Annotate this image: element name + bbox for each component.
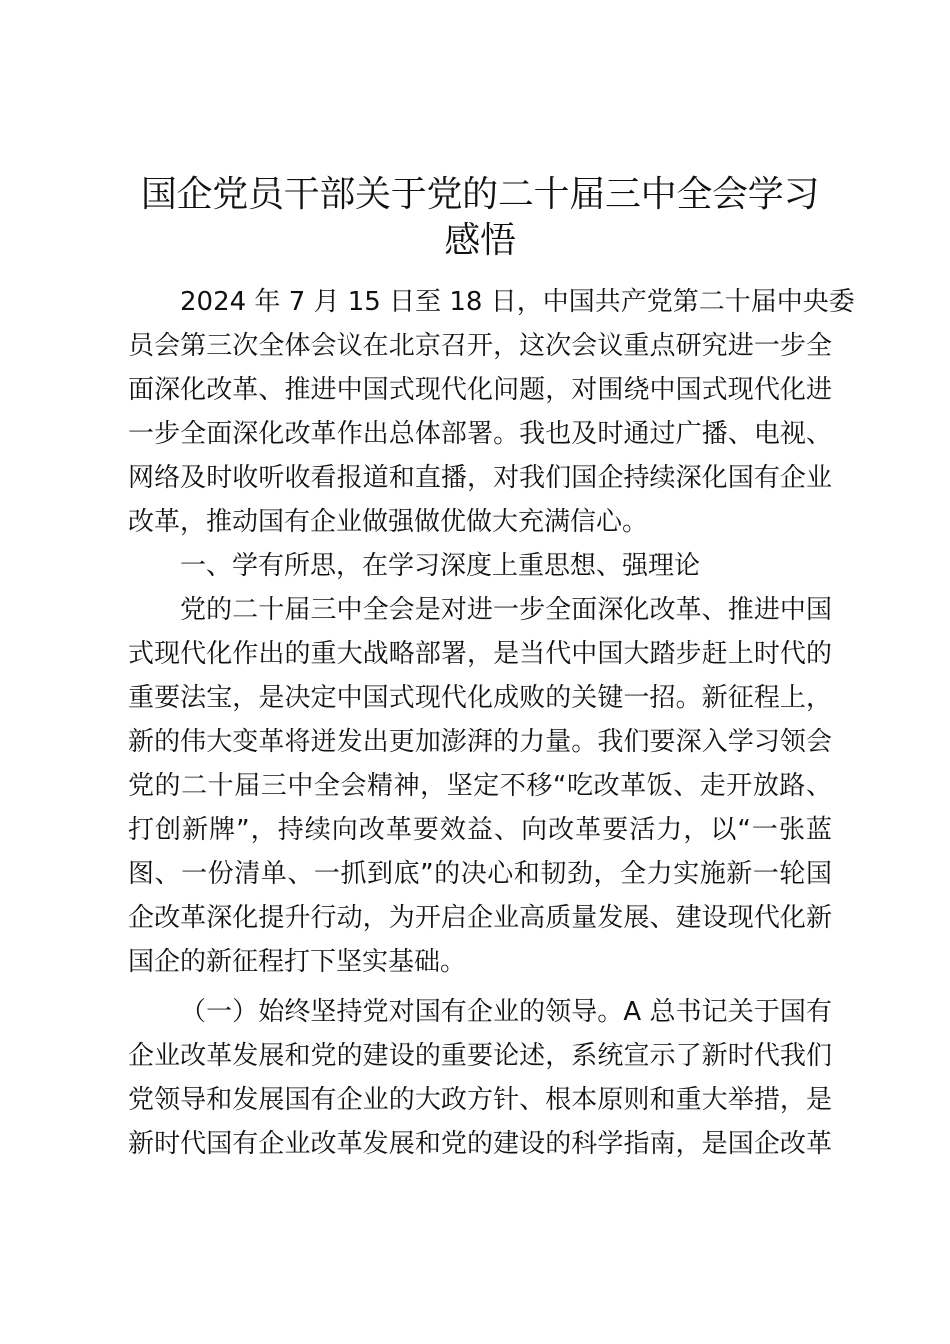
paragraph-1-line-3: 面深化改革、推进中国式现代化问题，对围绕中国式现代化进 bbox=[128, 375, 832, 405]
paragraph-2-line-8: 企改革深化提升行动，为开启企业高质量发展、建设现代化新 bbox=[128, 903, 832, 933]
paragraph-2-line-1: 党的二十届三中全会是对进一步全面深化改革、推进中国 bbox=[180, 595, 832, 625]
paragraph-1-line-2: 员会第三次全体会议在北京召开，这次会议重点研究进一步全 bbox=[128, 331, 832, 361]
paragraph-1-line-6: 改革，推动国有企业做强做优做大充满信心。 bbox=[128, 507, 649, 537]
paragraph-1-line-5: 网络及时收听收看报道和直播，对我们国企持续深化国有企业 bbox=[128, 463, 832, 493]
paragraph-1-line-4: 一步全面深化改革作出总体部署。我也及时通过广播、电视、 bbox=[128, 419, 832, 449]
document-title: 国企党员干部关于党的二十届三中全会学习感悟 bbox=[140, 174, 820, 261]
paragraph-3-line-1: （一）始终坚持党对国有企业的领导。A 总书记关于国有 bbox=[180, 997, 832, 1027]
paragraph-2-line-2: 式现代化作出的重大战略部署，是当代中国大踏步赶上时代的 bbox=[128, 639, 832, 669]
section-heading-1: 一、学有所思，在学习深度上重思想、强理论 bbox=[180, 551, 701, 581]
paragraph-2-line-7: 图、一份清单、一抓到底”的决心和韧劲，全力实施新一轮国 bbox=[128, 859, 832, 889]
paragraph-2-line-4: 新的伟大变革将迸发出更加澎湃的力量。我们要深入学习领会 bbox=[128, 727, 832, 757]
paragraph-1-line-1: 2024 年 7 月 15 日至 18 日，中国共产党第二十届中央委 bbox=[180, 287, 855, 317]
paragraph-3-line-3: 党领导和发展国有企业的大政方针、根本原则和重大举措，是 bbox=[128, 1085, 832, 1115]
paragraph-2-line-9: 国企的新征程打下坚实基础。 bbox=[128, 947, 467, 977]
paragraph-2-line-6: 打创新牌”，持续向改革要效益、向改革要活力，以“一张蓝 bbox=[128, 815, 832, 845]
paragraph-3-line-4: 新时代国有企业改革发展和党的建设的科学指南，是国企改革 bbox=[128, 1129, 832, 1159]
paragraph-2-line-5: 党的二十届三中全会精神，坚定不移“吃改革饭、走开放路、 bbox=[128, 771, 832, 801]
paragraph-2-line-3: 重要法宝，是决定中国式现代化成败的关键一招。新征程上， bbox=[128, 683, 832, 713]
paragraph-3-line-2: 企业改革发展和党的建设的重要论述，系统宣示了新时代我们 bbox=[128, 1041, 832, 1071]
